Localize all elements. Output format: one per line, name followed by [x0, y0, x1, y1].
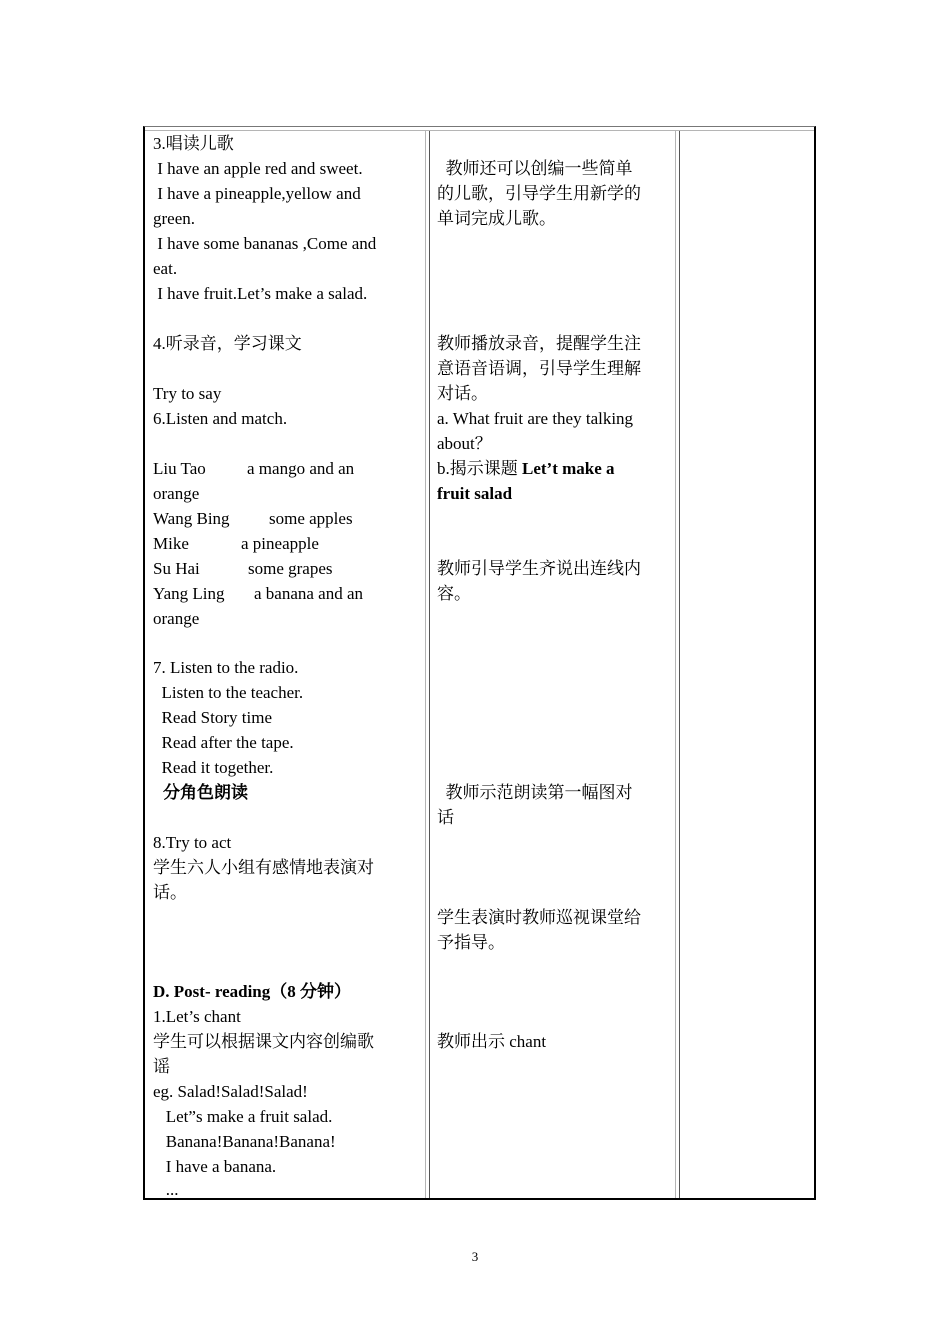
match-item: a pineapple [241, 534, 319, 553]
column-divider [429, 131, 430, 1198]
song-line: I have a pineapple,yellow and [153, 184, 361, 203]
column-divider [679, 131, 680, 1198]
chant-desc: 学生可以根据课文内容创编歌 [153, 1032, 374, 1051]
match-name: Su Hai [153, 559, 200, 578]
song-line: I have an apple red and sweet. [153, 159, 363, 178]
chant-line: ... [153, 1180, 179, 1199]
match-name: Yang Ling [153, 584, 225, 603]
teacher-note: 教师还可以创编一些简单 [437, 159, 633, 178]
section-3-heading: 3.唱读儿歌 [153, 134, 234, 153]
teacher-note: 教师示范朗读第一幅图对 [437, 783, 633, 802]
teacher-note: 教师播放录音，提醒学生注 [437, 334, 641, 353]
column-divider [425, 131, 426, 1198]
match-item: some grapes [248, 559, 333, 578]
lesson-title: Let’t make a [522, 459, 615, 478]
song-line: I have fruit.Let’s make a salad. [153, 284, 368, 303]
chant-line: Banana!Banana!Banana! [153, 1132, 336, 1151]
match-item: some apples [269, 509, 353, 528]
match-item: a mango and an [247, 459, 355, 478]
teacher-note: 学生表演时教师巡视课堂给 [437, 908, 641, 927]
match-name: Wang Bing [153, 509, 230, 528]
section-7-line: Listen to the teacher. [153, 683, 304, 702]
match-row [153, 531, 319, 556]
section-4-heading: 4.听录音，学习课文 [153, 334, 302, 353]
match-item: a banana and an [254, 584, 364, 603]
chant-heading: 1.Let’s chant [153, 1007, 241, 1026]
match-row [153, 556, 333, 581]
try-to-say: Try to say [153, 384, 222, 403]
match-row [153, 506, 353, 531]
match-item: orange [153, 609, 200, 628]
teacher-note: 单词完成儿歌。 [437, 209, 556, 228]
section-6-heading: 6.Listen and match. [153, 409, 288, 428]
song-line: I have some bananas ,Come and [153, 234, 377, 253]
section-7-line: Read Story time [153, 708, 272, 727]
page-number: 3 [471, 1249, 479, 1264]
lesson-plan-table [143, 126, 816, 1200]
teacher-activity-column [433, 131, 678, 1198]
teacher-note: 予指导。 [437, 933, 505, 952]
teacher-note: 容。 [437, 584, 471, 603]
teacher-note: 意语音语调，引导学生理解 [437, 359, 641, 378]
section-7-line: 7. Listen to the radio. [153, 658, 299, 677]
song-line: green. [153, 209, 196, 228]
teacher-note: 教师出示 chant [437, 1032, 547, 1051]
post-reading-heading: D. Post- reading（8 分钟） [153, 982, 352, 1001]
match-row [153, 481, 199, 506]
role-reading: 分角色朗读 [163, 783, 248, 802]
question-b [437, 456, 615, 481]
match-name: Liu Tao [153, 459, 206, 478]
chant-line: I have a banana. [153, 1157, 277, 1176]
notes-column [683, 131, 810, 1198]
match-row [153, 456, 354, 481]
match-name: Mike [153, 534, 189, 553]
question-a: about？ [437, 434, 492, 453]
lesson-title: fruit salad [437, 484, 513, 503]
section-7-line: Read after the tape. [153, 733, 294, 752]
section-8-desc: 学生六人小组有感情地表演对 [153, 858, 374, 877]
match-row [153, 581, 363, 606]
match-item: orange [153, 484, 200, 503]
chant-desc: 谣 [153, 1057, 170, 1076]
section-7-line: Read it together. [153, 758, 274, 777]
match-row [153, 606, 199, 631]
chant-line: Let”s make a fruit salad. [153, 1107, 333, 1126]
section-8-desc: 话。 [153, 883, 187, 902]
question-a: a. What fruit are they talking [437, 409, 634, 428]
question-b-prefix: b.揭示课题 [437, 459, 522, 478]
teacher-note: 话 [437, 808, 454, 827]
section-8-heading: 8.Try to act [153, 833, 232, 852]
teacher-note: 的儿歌，引导学生用新学的 [437, 184, 641, 203]
chant-line: eg. Salad!Salad!Salad! [153, 1082, 308, 1101]
teacher-note: 对话。 [437, 384, 488, 403]
song-line: eat. [153, 259, 178, 278]
student-activity-column [149, 131, 425, 1198]
teacher-note: 教师引导学生齐说出连线内 [437, 559, 641, 578]
